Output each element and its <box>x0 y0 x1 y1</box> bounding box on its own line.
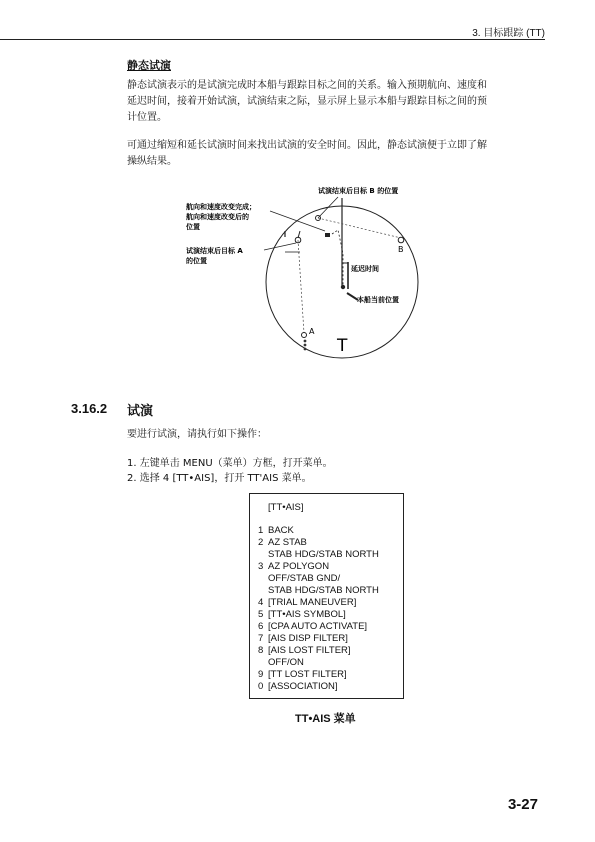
menu-item-option[interactable]: OFF/ON <box>268 657 304 668</box>
menu-item[interactable]: 5 [TT•AIS SYMBOL] <box>258 609 346 620</box>
label-target-b-position: 试演结束后目标 B 的位置 <box>318 187 399 195</box>
step-2: 2. 选择 4 [TT•AIS]，打开 TT'AIS 菜单。 <box>127 473 312 484</box>
label-delay-time: 延迟时间 <box>351 265 379 273</box>
label-t: T <box>337 336 348 356</box>
label-target-a-line2: 的位置 <box>186 257 207 265</box>
label-a: A <box>309 327 315 336</box>
label-target-a-line1: 试演结束后目标 A <box>186 247 243 255</box>
menu-item[interactable]: 9 [TT LOST FILTER] <box>258 669 347 680</box>
line-to-target-b <box>318 218 401 238</box>
menu-item-option[interactable]: STAB HDG/STAB NORTH <box>268 549 379 560</box>
section-title: 试演 <box>127 404 154 419</box>
menu-item-option[interactable]: OFF/STAB GND/ <box>268 573 341 584</box>
trial-course-path <box>332 230 343 286</box>
paragraph-2-line-2: 操纵结果。 <box>127 156 177 167</box>
own-ship-marker <box>341 285 345 289</box>
page-number: 3-27 <box>507 796 538 813</box>
menu-title: [TT•AIS] <box>268 502 304 513</box>
target-a-leader <box>264 243 296 250</box>
label-course-change-line2: 航向和速度改变后的 <box>186 213 249 221</box>
menu-item-option[interactable]: STAB HDG/STAB NORTH <box>268 585 379 596</box>
menu-item[interactable]: 4 [TRIAL MANEUVER] <box>258 597 357 608</box>
chapter-header: 3. 目标跟踪 (TT) <box>472 28 545 39</box>
step-1: 1. 左键单击 MENU（菜单）方框，打开菜单。 <box>127 458 333 469</box>
target-a-marker <box>302 333 307 338</box>
tt-ais-menu <box>249 493 404 699</box>
menu-item[interactable]: 8 [AIS LOST FILTER] <box>258 645 351 656</box>
menu-item[interactable]: 7 [AIS DISP FILTER] <box>258 633 348 644</box>
label-own-ship-position: 本船当前位置 <box>357 296 399 304</box>
subsection-heading: 静态试演 <box>127 59 171 72</box>
menu-item[interactable]: 3 AZ POLYGON <box>258 561 330 572</box>
menu-caption: TT•AIS 菜单 <box>295 713 356 725</box>
paragraph-1-line-1: 静态试演表示的是试演完成时本船与跟踪目标之间的关系。输入预期航向、速度和 <box>127 80 487 91</box>
paragraph-2-line-1: 可通过缩短和延长试演时间来找出试演的安全时间。因此，静态试演便于立即了解 <box>127 140 487 151</box>
menu-item[interactable]: 6 [CPA AUTO ACTIVATE] <box>258 621 368 632</box>
line-to-target-a <box>298 240 304 333</box>
menu-item[interactable]: 2 AZ STAB <box>258 537 307 548</box>
paragraph-1-line-3: 计位置。 <box>127 112 167 123</box>
section-number: 3.16.2 <box>71 401 108 416</box>
course-change-leader <box>270 211 325 231</box>
target-b-marker <box>398 237 404 243</box>
label-course-change-line3: 位置 <box>186 223 200 231</box>
paragraph-1-line-2: 延迟时间，接着开始试演，试演结束之际，显示屏上显示本船与跟踪目标之间的预 <box>127 96 487 107</box>
menu-item[interactable]: 1 BACK <box>258 525 294 536</box>
menu-item[interactable]: 0 [ASSOCIATION] <box>258 681 338 692</box>
label-b: B <box>398 245 404 254</box>
section-intro: 要进行试演，请执行如下操作： <box>127 429 267 440</box>
menu-list <box>258 525 379 693</box>
label-course-change-line1: 航向和速度改变完成； <box>186 203 256 211</box>
